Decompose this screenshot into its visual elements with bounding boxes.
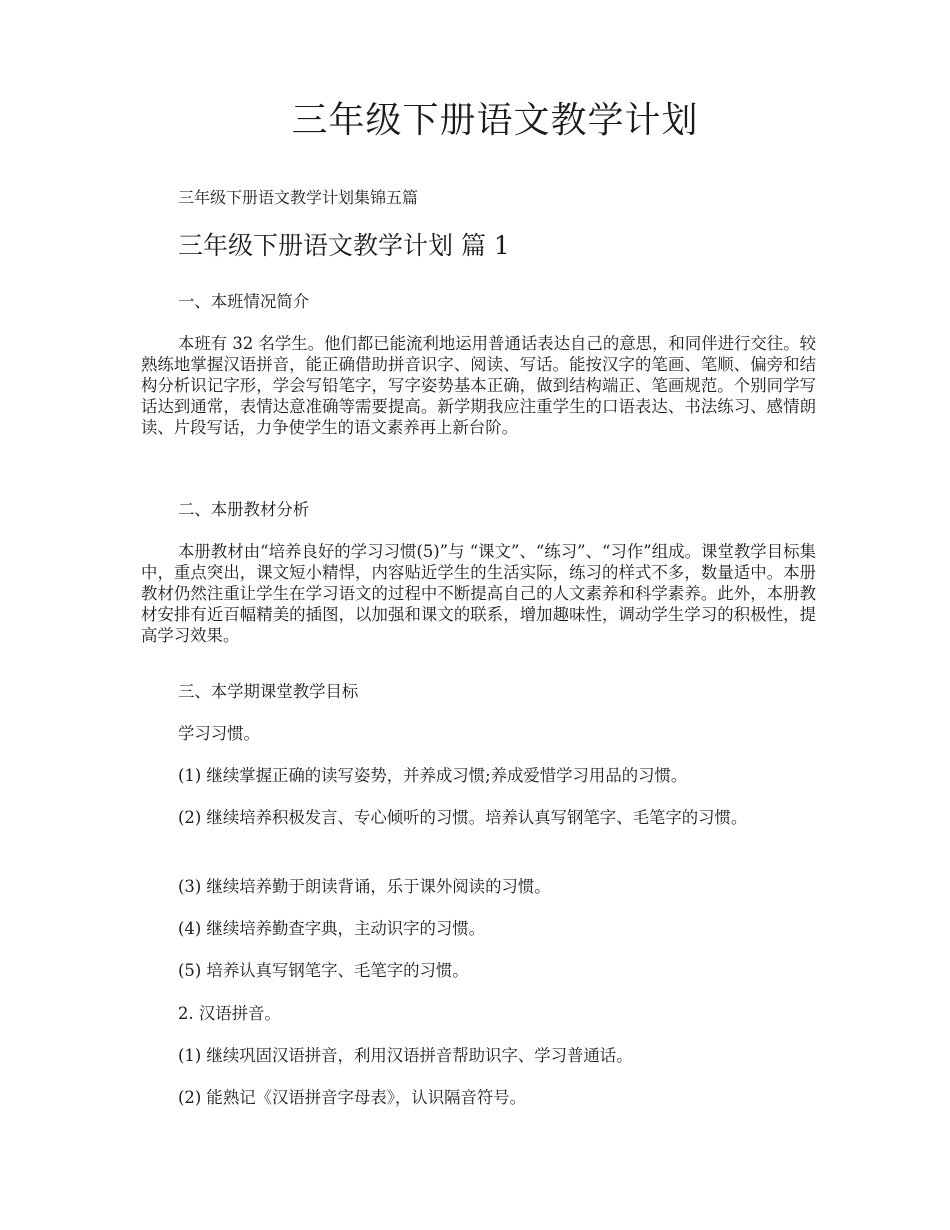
heading-textbook-analysis: 二、本册教材分析	[178, 500, 310, 519]
document-title: 三年级下册语文教学计划	[291, 100, 699, 141]
subheading-pinyin: 2. 汉语拼音。	[178, 1004, 281, 1023]
subheading-study-habits: 学习习惯。	[178, 724, 260, 743]
list-item: (2) 能熟记《汉语拼音字母表》，认识隔音符号。	[178, 1088, 527, 1107]
document-subtitle: 三年级下册语文教学计划集锦五篇	[178, 188, 419, 207]
list-item: (5) 培养认真写钢笔字、毛笔字的习惯。	[178, 961, 469, 980]
heading-class-overview: 一、本班情况简介	[178, 292, 310, 311]
paragraph-textbook-analysis: 本册教材由“培养良好的学习习惯(5)”与 “课文”、“练习”、“习作”组成。课堂教学目标集中，重点突出，课文短小精悍，内容贴近学生的生活实际，练习的样式不多，数量适中。本册教材仍然注重让学生在学习语文的过程中不断提高自己的人文素养和科学素养。此外，本册教材安排有近百幅精美的插图，以加强和课文的联系，增加趣味性，调动学生学习的积极性，提高学习效果。	[141, 542, 816, 645]
list-item: (4) 继续培养勤查字典，主动识字的习惯。	[178, 919, 486, 938]
heading-teaching-goals: 三、本学期课堂教学目标	[178, 682, 359, 701]
section-heading: 三年级下册语文教学计划 篇 1	[178, 231, 510, 260]
list-item: (2) 继续培养积极发言、专心倾听的习惯。培养认真写钢笔字、毛笔字的习惯。	[178, 808, 748, 827]
paragraph-class-overview: 本班有 32 名学生。他们都已能流利地运用普通话表达自己的意思，和同伴进行交往。较熟练地掌握汉语拼音，能正确借助拼音识字、阅读、写话。能按汉字的笔画、笔顺、偏旁和结构分析识记字形，学会写铅笔字，写字姿势基本正确，做到结构端正、笔画规范。个别同学写话达到通常，表情达意准确等需要提高。新学期我应注重学生的口语表达、书法练习、感情朗读、片段写话，力争使学生的语文素养再上新台阶。	[141, 334, 816, 437]
list-item: (1) 继续掌握正确的读写姿势，并养成习惯;养成爱惜学习用品的习惯。	[178, 766, 688, 785]
list-item: (1) 继续巩固汉语拼音，利用汉语拼音帮助识字、学习普通话。	[178, 1046, 633, 1065]
list-item: (3) 继续培养勤于朗读背诵，乐于课外阅读的习惯。	[178, 877, 551, 896]
